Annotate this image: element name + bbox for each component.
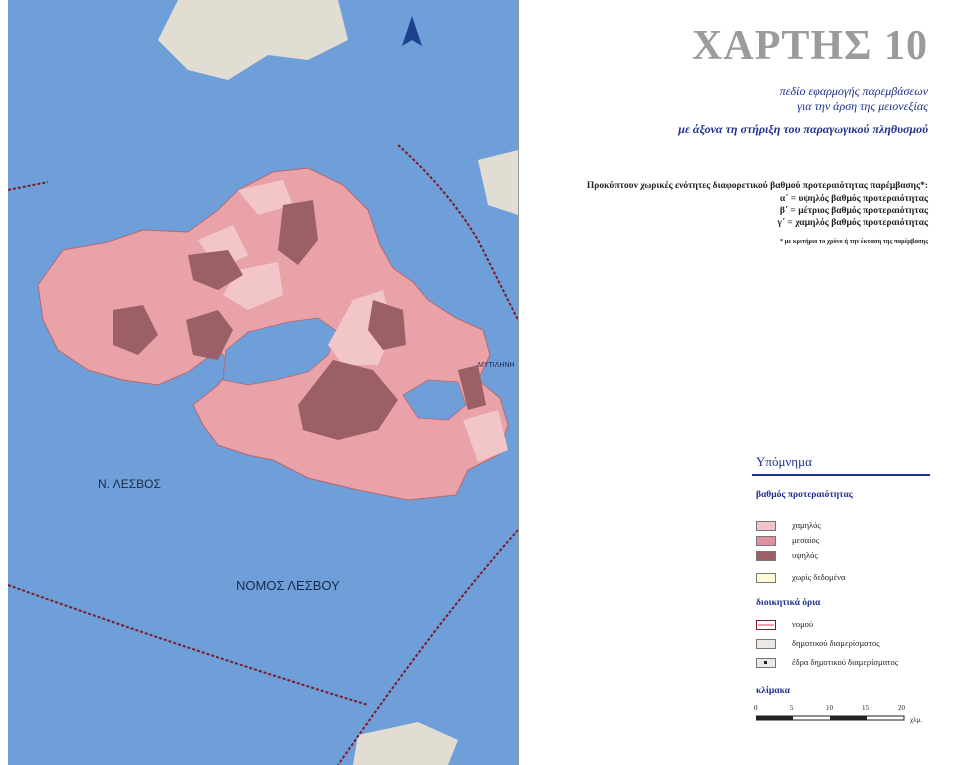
sea-border-line: [8, 182, 48, 190]
info-line-2: α΄ = υψηλός βαθμός προτεραιότητας: [779, 194, 928, 204]
low-priority-label: χαμηλός: [792, 520, 821, 530]
scale-tick-label: 0: [754, 704, 758, 712]
map-canvas: [8, 0, 518, 765]
footnote: * με κριτήριο το χρόνο ή την έκταση της παρέμβασης: [779, 238, 928, 245]
info-line-3: β΄ = μέτριος βαθμός προτεραιότητας: [779, 206, 928, 216]
info-line-4: γ΄ = χαμηλός βαθμός προτεραιότητας: [777, 218, 928, 228]
scale-tick-label: 10: [826, 704, 833, 712]
high-priority-swatch: [756, 551, 776, 561]
land-mass-south: [353, 722, 458, 765]
subtitle-line-1: πεδίο εφαρμογής παρεμβάσεων: [779, 84, 928, 98]
sea-border-line: [8, 585, 368, 705]
subtitle-line-3: με άξονα τη στήριξη του παραγωγικού πληθυσμού: [678, 122, 928, 136]
low-priority-swatch: [756, 521, 776, 531]
no-data-label: χωρίς δεδομένα: [792, 572, 846, 582]
district-seat-label: έδρα δημοτικού διαμερίσματος: [792, 657, 899, 667]
admin-heading: διοικητικά όρια: [756, 598, 821, 608]
capital-label: ΜΥΤΙΛΗΝΗ: [478, 362, 515, 369]
land-mass-north: [158, 0, 348, 80]
no-data-swatch: [756, 573, 776, 583]
scale-unit: χλμ.: [910, 716, 923, 724]
scale-heading: κλίμακα: [756, 686, 790, 696]
medium-priority-label: μεσαίος: [792, 535, 820, 545]
north-arrow-icon: [402, 16, 422, 46]
priority-heading: βαθμός προτεραιότητας: [756, 490, 853, 500]
subtitle-line-2: για την άρση της μειονεξίας: [797, 99, 928, 113]
scale-tick-label: 20: [898, 704, 905, 712]
map-title: ΧΑΡΤΗΣ 10: [692, 23, 928, 69]
district-border-swatch: [756, 639, 776, 649]
district-border-label: δημοτικού διαμερίσματος: [792, 638, 880, 648]
map-panel[interactable]: [8, 0, 519, 765]
land-mass-east: [478, 150, 518, 215]
high-priority-label: υψηλός: [792, 550, 818, 560]
info-line-1: Προκύπτουν χωρικές ενότητες διαφορετικού βαθμού προτεραιότητας παρέμβασης*:: [586, 181, 928, 191]
legend-divider: [752, 474, 930, 476]
medium-priority-swatch: [756, 536, 776, 546]
prefecture-label: ΝΟΜΟΣ ΛΕΣΒΟΥ: [236, 578, 340, 593]
region-label: Ν. ΛΕΣΒΟΣ: [98, 477, 161, 491]
legend: [752, 446, 932, 746]
legend-title: Υπόμνημα: [756, 454, 812, 469]
scale-tick-label: 5: [790, 704, 794, 712]
scale-tick-label: 15: [862, 704, 869, 712]
district-seat-swatch: [756, 658, 776, 668]
prefecture-border-swatch: [756, 620, 776, 630]
prefecture-border-label: νομού: [792, 619, 814, 629]
scale-bar: [756, 714, 908, 724]
